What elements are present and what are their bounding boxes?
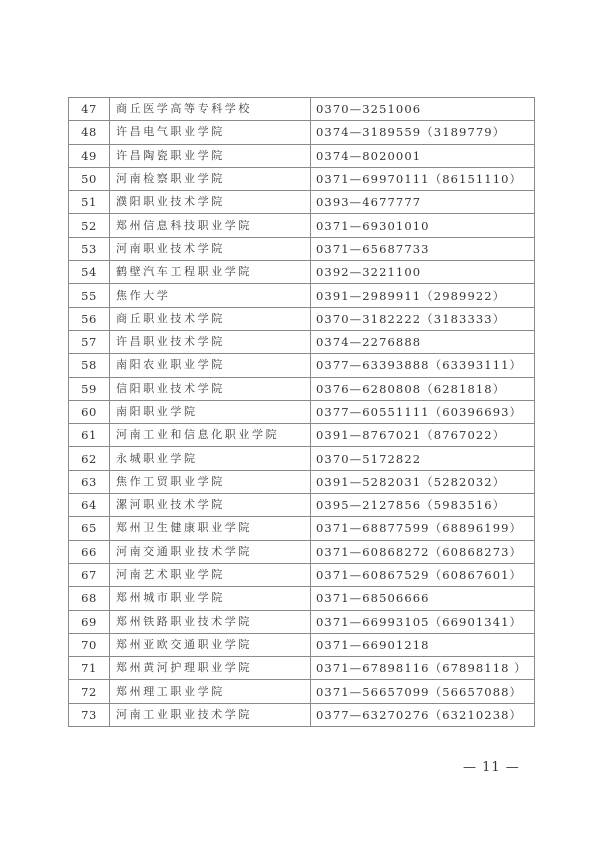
table-row — [69, 633, 535, 656]
phone-cell: 0371—68877599（68896199） — [311, 517, 535, 540]
table-row — [69, 354, 535, 377]
phone-cell: 0374—3189559（3189779） — [311, 121, 535, 144]
phone-cell: 0370—3182222（3183333） — [311, 307, 535, 330]
row-number-cell: 59 — [69, 377, 110, 400]
page-number: — 11 — — [463, 760, 520, 775]
row-number-cell: 52 — [69, 214, 110, 237]
phone-cell: 0377—60551111（60396693） — [311, 400, 535, 423]
row-number-cell: 71 — [69, 657, 110, 680]
table-row — [69, 657, 535, 680]
college-name-cell: 焦作工贸职业学院 — [110, 470, 311, 493]
row-number-cell: 54 — [69, 261, 110, 284]
table-row — [69, 144, 535, 167]
phone-cell: 0371—66993105（66901341） — [311, 610, 535, 633]
row-number-cell: 58 — [69, 354, 110, 377]
row-number-cell: 65 — [69, 517, 110, 540]
table-row — [69, 563, 535, 586]
table-row — [69, 237, 535, 260]
table-row — [69, 680, 535, 703]
table-row — [69, 167, 535, 190]
college-name-cell: 河南工业和信息化职业学院 — [110, 424, 311, 447]
college-name-cell: 郑州城市职业学院 — [110, 587, 311, 610]
row-number-cell: 53 — [69, 237, 110, 260]
table-row — [69, 540, 535, 563]
college-name-cell: 许昌职业技术学院 — [110, 330, 311, 353]
college-name-cell: 永城职业学院 — [110, 447, 311, 470]
table-row — [69, 587, 535, 610]
college-name-cell: 许昌电气职业学院 — [110, 121, 311, 144]
college-name-cell: 焦作大学 — [110, 284, 311, 307]
college-name-cell: 河南检察职业学院 — [110, 167, 311, 190]
college-name-cell: 濮阳职业技术学院 — [110, 191, 311, 214]
college-name-cell: 漯河职业技术学院 — [110, 494, 311, 517]
row-number-cell: 62 — [69, 447, 110, 470]
phone-cell: 0391—5282031（5282032） — [311, 470, 535, 493]
row-number-cell: 64 — [69, 494, 110, 517]
college-name-cell: 郑州亚欧交通职业学院 — [110, 633, 311, 656]
phone-cell: 0391—2989911（2989922） — [311, 284, 535, 307]
table-row — [69, 610, 535, 633]
phone-cell: 0377—63393888（63393111） — [311, 354, 535, 377]
phone-cell: 0370—3251006 — [311, 98, 535, 121]
college-name-cell: 商丘医学高等专科学校 — [110, 98, 311, 121]
row-number-cell: 56 — [69, 307, 110, 330]
row-number-cell: 51 — [69, 191, 110, 214]
phone-cell: 0371—69970111（86151110） — [311, 167, 535, 190]
phone-cell: 0395—2127856（5983516） — [311, 494, 535, 517]
row-number-cell: 49 — [69, 144, 110, 167]
phone-cell: 0374—2276888 — [311, 330, 535, 353]
table-row — [69, 470, 535, 493]
table-row — [69, 284, 535, 307]
phone-cell: 0371—68506666 — [311, 587, 535, 610]
row-number-cell: 68 — [69, 587, 110, 610]
phone-cell: 0371—56657099（56657088） — [311, 680, 535, 703]
row-number-cell: 60 — [69, 400, 110, 423]
college-name-cell: 河南交通职业技术学院 — [110, 540, 311, 563]
college-name-cell: 郑州铁路职业技术学院 — [110, 610, 311, 633]
row-number-cell: 69 — [69, 610, 110, 633]
row-number-cell: 73 — [69, 703, 110, 726]
row-number-cell: 55 — [69, 284, 110, 307]
row-number-cell: 50 — [69, 167, 110, 190]
phone-cell: 0371—69301010 — [311, 214, 535, 237]
row-number-cell: 66 — [69, 540, 110, 563]
row-number-cell: 57 — [69, 330, 110, 353]
table-row — [69, 121, 535, 144]
table-row — [69, 424, 535, 447]
table-row — [69, 191, 535, 214]
row-number-cell: 61 — [69, 424, 110, 447]
college-name-cell: 郑州理工职业学院 — [110, 680, 311, 703]
row-number-cell: 63 — [69, 470, 110, 493]
college-name-cell: 许昌陶瓷职业学院 — [110, 144, 311, 167]
table-row — [69, 517, 535, 540]
phone-cell: 0371—66901218 — [311, 633, 535, 656]
phone-cell: 0371—60867529（60867601） — [311, 563, 535, 586]
phone-cell: 0393—4677777 — [311, 191, 535, 214]
phone-cell: 0371—65687733 — [311, 237, 535, 260]
row-number-cell: 48 — [69, 121, 110, 144]
row-number-cell: 72 — [69, 680, 110, 703]
phone-cell: 0392—3221100 — [311, 261, 535, 284]
college-contact-table — [68, 97, 535, 727]
college-name-cell: 信阳职业技术学院 — [110, 377, 311, 400]
college-name-cell: 河南职业技术学院 — [110, 237, 311, 260]
college-name-cell: 河南艺术职业学院 — [110, 563, 311, 586]
college-name-cell: 南阳农业职业学院 — [110, 354, 311, 377]
table-row — [69, 307, 535, 330]
college-name-cell: 郑州黄河护理职业学院 — [110, 657, 311, 680]
table-row — [69, 261, 535, 284]
phone-cell: 0371—67898116（67898118 ） — [311, 657, 535, 680]
phone-cell: 0370—5172822 — [311, 447, 535, 470]
row-number-cell: 47 — [69, 98, 110, 121]
college-name-cell: 郑州卫生健康职业学院 — [110, 517, 311, 540]
phone-cell: 0376—6280808（6281818） — [311, 377, 535, 400]
table-row — [69, 447, 535, 470]
row-number-cell: 70 — [69, 633, 110, 656]
phone-cell: 0377—63270276（63210238） — [311, 703, 535, 726]
phone-cell: 0374—8020001 — [311, 144, 535, 167]
table-row — [69, 330, 535, 353]
table-row — [69, 703, 535, 726]
contact-table-container — [68, 97, 534, 727]
table-row — [69, 214, 535, 237]
college-name-cell: 商丘职业技术学院 — [110, 307, 311, 330]
table-row — [69, 494, 535, 517]
college-name-cell: 南阳职业学院 — [110, 400, 311, 423]
table-row — [69, 377, 535, 400]
table-body — [69, 98, 535, 727]
table-row — [69, 400, 535, 423]
phone-cell: 0391—8767021（8767022） — [311, 424, 535, 447]
college-name-cell: 郑州信息科技职业学院 — [110, 214, 311, 237]
phone-cell: 0371—60868272（60868273） — [311, 540, 535, 563]
table-row — [69, 98, 535, 121]
college-name-cell: 鹤壁汽车工程职业学院 — [110, 261, 311, 284]
row-number-cell: 67 — [69, 563, 110, 586]
college-name-cell: 河南工业职业技术学院 — [110, 703, 311, 726]
